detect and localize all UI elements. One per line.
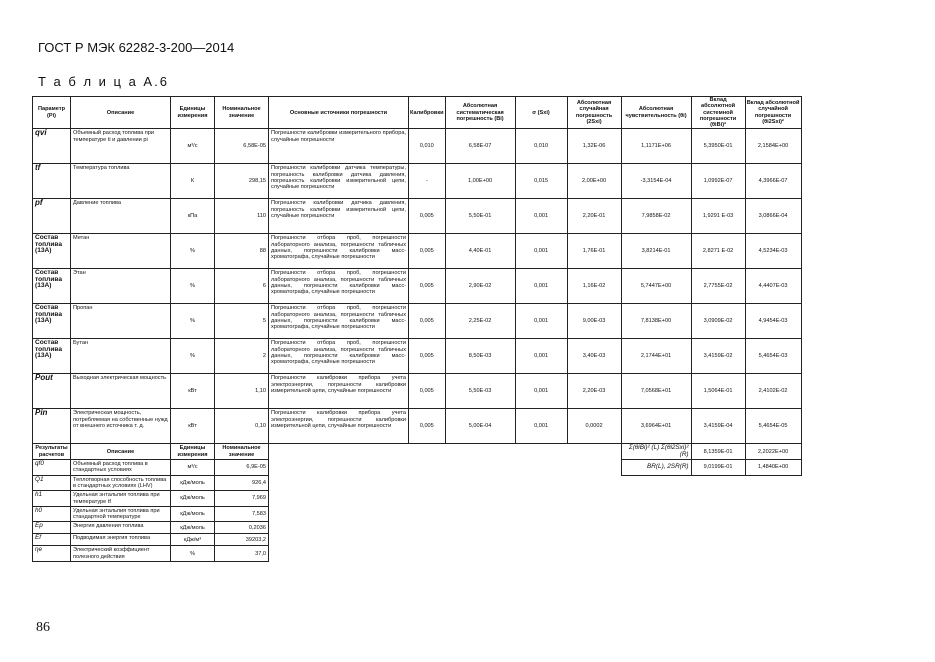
result-description-cell: Объемный расход топлива в стандартных условиях (71, 460, 171, 476)
result-nominal-cell: 6,9E-05 (215, 460, 269, 476)
table-header-row (33, 97, 802, 129)
cb-cell: 3,4159E-02 (691, 339, 745, 374)
cb-cell: 1,0992E-07 (691, 164, 745, 199)
col-header: Описание (71, 97, 171, 129)
result-nominal-cell: 37,0 (215, 546, 269, 562)
table-row (33, 269, 802, 304)
results-col-header: Номинальное значение (215, 444, 269, 460)
result-description-cell: Подводимая энергия топлива (71, 534, 171, 546)
theta-cell: 1,1171E+06 (621, 129, 691, 164)
error-sources-cell: Погрешности отбора проб, погрешности лабораторного анализа, погрешности табличных данных, погрешности калибровки масс-хроматографа, случайные погрешности (269, 339, 409, 374)
table-row (33, 409, 802, 444)
result-description-cell: Электрический коэффициент полезного действия (71, 546, 171, 562)
nominal-cell: 0,10 (215, 409, 269, 444)
s2-cell: 0,0002 (567, 409, 621, 444)
result-unit-cell: % (171, 546, 215, 562)
sig-cell: 0,001 (515, 409, 567, 444)
document-header: ГОСТ Р МЭК 62282-3-200—2014 (38, 40, 235, 55)
col-header: Номинальное значение (215, 97, 269, 129)
result-unit-cell: кДж/моль (171, 522, 215, 534)
table-row (33, 374, 802, 409)
nominal-cell: 88 (215, 234, 269, 269)
cs-cell: 4,4407E-03 (745, 269, 801, 304)
results-row (33, 475, 802, 491)
sig-cell: 0,001 (515, 199, 567, 234)
s2-cell: 1,76E-01 (567, 234, 621, 269)
result-description-cell: Энергия давления топлива (71, 522, 171, 534)
error-sources-cell: Погрешности калибровки датчика давления, погрешность калибровки измерительной цепи, случайные погрешности (269, 199, 409, 234)
nominal-cell: 5 (215, 304, 269, 339)
results-header-row (33, 444, 802, 460)
sig-cell: 0,001 (515, 304, 567, 339)
unit-cell: кВт (171, 374, 215, 409)
result-param-cell: Q1 (33, 475, 71, 491)
result-unit-cell: кДж/моль (171, 475, 215, 491)
sig-cell: 0,015 (515, 164, 567, 199)
theta-cell: 7,8138E+00 (621, 304, 691, 339)
error-sources-cell: Погрешности калибровки прибора учета электроэнергии, погрешности калибровки измерительной цепи, случайные погрешности (269, 409, 409, 444)
cs-cell: 2,1584E+00 (745, 129, 801, 164)
col-header: Вклад абсолютной системной погрешности (θiBi)² (691, 97, 745, 129)
nominal-cell: 2 (215, 339, 269, 374)
results-col-header: Описание (71, 444, 171, 460)
cal-cell: 0,005 (409, 409, 446, 444)
sum-label: Σ(θiBi)² (L) Σ(θi2Sxi)² (R) (621, 444, 691, 460)
unit-cell: К (171, 164, 215, 199)
theta-cell: 5,7447E+00 (621, 269, 691, 304)
b-cell: 5,00E-04 (445, 409, 515, 444)
col-header: Параметр (Pi) (33, 97, 71, 129)
description-cell: Объемный расход топлива при температуре ti и давлении pi (71, 129, 171, 164)
result-nominal-cell: 7,583 (215, 506, 269, 522)
col-header: Основные источники погрешности (269, 97, 409, 129)
sig-cell: 0,001 (515, 234, 567, 269)
unit-cell: % (171, 234, 215, 269)
results-col-header: Единицы измерения (171, 444, 215, 460)
param-cell: Pout (33, 374, 71, 409)
cs-cell: 4,5234E-03 (745, 234, 801, 269)
nominal-cell: 6 (215, 269, 269, 304)
param-cell: Pin (33, 409, 71, 444)
sig-cell: 0,010 (515, 129, 567, 164)
col-header: Вклад абсолютной случайной погрешности (θi2Sxi)² (745, 97, 801, 129)
s2-cell: 2,20E-03 (567, 374, 621, 409)
results-row (33, 491, 802, 507)
result-nominal-cell: 926,4 (215, 475, 269, 491)
param-cell: Состав топлива (13A) (33, 339, 71, 374)
table-row (33, 304, 802, 339)
cb-cell: 2,7755E-02 (691, 269, 745, 304)
cal-cell: 0,010 (409, 129, 446, 164)
description-cell: Электрическая мощность, потребляемая на собственные нужд от внешнего источника т. д. (71, 409, 171, 444)
cal-cell: 0,005 (409, 339, 446, 374)
table-row (33, 129, 802, 164)
result-unit-cell: м³/с (171, 460, 215, 476)
cal-cell: - (409, 164, 446, 199)
cb-cell: 3,4159E-04 (691, 409, 745, 444)
result-param-cell: ηe (33, 546, 71, 562)
description-cell: Этан (71, 269, 171, 304)
cal-cell: 0,005 (409, 234, 446, 269)
b-cell: 1,00E+00 (445, 164, 515, 199)
result-nominal-cell: 0,2036 (215, 522, 269, 534)
sum-value: 9,0199E-01 (691, 460, 745, 476)
b-cell: 8,50E-03 (445, 339, 515, 374)
s2-cell: 9,00E-03 (567, 304, 621, 339)
error-sources-cell: Погрешности калибровки датчика температуры, погрешность калибровки датчика давления, погрешность калибровки измерительной цепи, случайные погрешности (269, 164, 409, 199)
description-cell: Метан (71, 234, 171, 269)
result-param-cell: h1 (33, 491, 71, 507)
result-param-cell: h0 (33, 506, 71, 522)
theta-cell: 2,1744E+01 (621, 339, 691, 374)
param-cell: pf (33, 199, 71, 234)
result-unit-cell: кДж/м³ (171, 534, 215, 546)
table-row (33, 234, 802, 269)
result-param-cell: Ef (33, 534, 71, 546)
results-row (33, 546, 802, 562)
theta-cell: 7,9858E-02 (621, 199, 691, 234)
result-description-cell: Теплотворная способность топлива в стандартных условиях (LHV) (71, 475, 171, 491)
s2-cell: 1,32E-06 (567, 129, 621, 164)
param-cell: Состав топлива (13A) (33, 304, 71, 339)
b-cell: 6,58E-07 (445, 129, 515, 164)
result-param-cell: Ep (33, 522, 71, 534)
theta-cell: 7,0568E+01 (621, 374, 691, 409)
result-nominal-cell: 39203,2 (215, 534, 269, 546)
s2-cell: 2,00E+00 (567, 164, 621, 199)
param-cell: Состав топлива (13A) (33, 269, 71, 304)
table-caption: Т а б л и ц а А.6 (38, 74, 169, 89)
cb-cell: 3,0909E-02 (691, 304, 745, 339)
cb-cell: 2,8271 E-02 (691, 234, 745, 269)
unit-cell: % (171, 339, 215, 374)
cal-cell: 0,005 (409, 304, 446, 339)
table-row (33, 199, 802, 234)
result-unit-cell: кДж/моль (171, 491, 215, 507)
result-unit-cell: кДж/моль (171, 506, 215, 522)
cs-cell: 3,0866E-04 (745, 199, 801, 234)
cs-cell: 4,9454E-03 (745, 304, 801, 339)
description-cell: Температура топлива (71, 164, 171, 199)
result-description-cell: Удельная энтальпия топлива при температуре tf (71, 491, 171, 507)
s2-cell: 3,40E-03 (567, 339, 621, 374)
results-col-header: Результаты расчетов (33, 444, 71, 460)
nominal-cell: 298,15 (215, 164, 269, 199)
error-sources-cell: Погрешности отбора проб, погрешности лабораторного анализа, погрешности табличных данных, погрешности калибровки масс-хроматографа, случайные погрешности (269, 269, 409, 304)
nominal-cell: 6,58E-05 (215, 129, 269, 164)
nominal-cell: 110 (215, 199, 269, 234)
unit-cell: % (171, 304, 215, 339)
cs-cell: 5,4654E-05 (745, 409, 801, 444)
results-row (33, 534, 802, 546)
error-sources-cell: Погрешности отбора проб, погрешности лабораторного анализа, погрешности табличных данных, погрешности калибровки масс-хроматографа, случайные погрешности (269, 304, 409, 339)
b-cell: 5,50E-01 (445, 199, 515, 234)
b-cell: 2,25E-02 (445, 304, 515, 339)
param-cell: qvi (33, 129, 71, 164)
theta-cell: 3,6964E+01 (621, 409, 691, 444)
col-header: Абсолютная чувствительность (θi) (621, 97, 691, 129)
sig-cell: 0,001 (515, 374, 567, 409)
table-row (33, 164, 802, 199)
b-cell: 4,40E-01 (445, 234, 515, 269)
col-header: Абсолютная случайная погрешность (2Sxi) (567, 97, 621, 129)
nominal-cell: 1,10 (215, 374, 269, 409)
unit-cell: кПа (171, 199, 215, 234)
col-header: Единицы измерения (171, 97, 215, 129)
description-cell: Выходная электрическая мощность (71, 374, 171, 409)
unit-cell: м³/с (171, 129, 215, 164)
sig-cell: 0,001 (515, 269, 567, 304)
theta-cell: -3,3154E-04 (621, 164, 691, 199)
b-cell: 2,90E-02 (445, 269, 515, 304)
page-number: 86 (36, 620, 50, 635)
s2-cell: 2,20E-01 (567, 199, 621, 234)
error-sources-cell: Погрешности калибровки прибора учета электроэнергии, погрешности калибровки измерительной цепи, случайные погрешности (269, 374, 409, 409)
description-cell: Бутан (71, 339, 171, 374)
result-param-cell: qf0 (33, 460, 71, 476)
col-header: Абсолютная систематическая погрешность (Bi) (445, 97, 515, 129)
param-cell: tf (33, 164, 71, 199)
unit-cell: % (171, 269, 215, 304)
description-cell: Давление топлива (71, 199, 171, 234)
s2-cell: 1,16E-02 (567, 269, 621, 304)
sum-value: 2,2022E+00 (745, 444, 801, 460)
theta-cell: 3,8214E-01 (621, 234, 691, 269)
b-cell: 5,50E-03 (445, 374, 515, 409)
cs-cell: 5,4654E-03 (745, 339, 801, 374)
results-row (33, 522, 802, 534)
sum-value: 1,4840E+00 (745, 460, 801, 476)
param-cell: Состав топлива (13A) (33, 234, 71, 269)
error-sources-cell: Погрешности отбора проб, погрешности лабораторного анализа, погрешности табличных данных, погрешности калибровки масс-хроматографа, случайные погрешности (269, 234, 409, 269)
results-row (33, 506, 802, 522)
col-header: Калибровки (409, 97, 446, 129)
cs-cell: 4,3966E-07 (745, 164, 801, 199)
cal-cell: 0,005 (409, 269, 446, 304)
results-row (33, 460, 802, 476)
cb-cell: 1,5064E-01 (691, 374, 745, 409)
error-sources-cell: Погрешности калибровки измерительного прибора, случайные погрешности (269, 129, 409, 164)
result-nominal-cell: 7,969 (215, 491, 269, 507)
uncertainty-table (32, 96, 802, 562)
col-header: σ (Sxi) (515, 97, 567, 129)
cal-cell: 0,005 (409, 374, 446, 409)
result-description-cell: Удельная энтальпия топлива при стандартной температуре (71, 506, 171, 522)
cb-cell: 1,9291 E-03 (691, 199, 745, 234)
sum-label: BR(L), 2SR(R) (621, 460, 691, 476)
sum-value: 8,1359E-01 (691, 444, 745, 460)
table-row (33, 339, 802, 374)
cb-cell: 5,3950E-01 (691, 129, 745, 164)
sig-cell: 0,001 (515, 339, 567, 374)
cal-cell: 0,005 (409, 199, 446, 234)
cs-cell: 2,4102E-02 (745, 374, 801, 409)
unit-cell: кВт (171, 409, 215, 444)
description-cell: Пропан (71, 304, 171, 339)
